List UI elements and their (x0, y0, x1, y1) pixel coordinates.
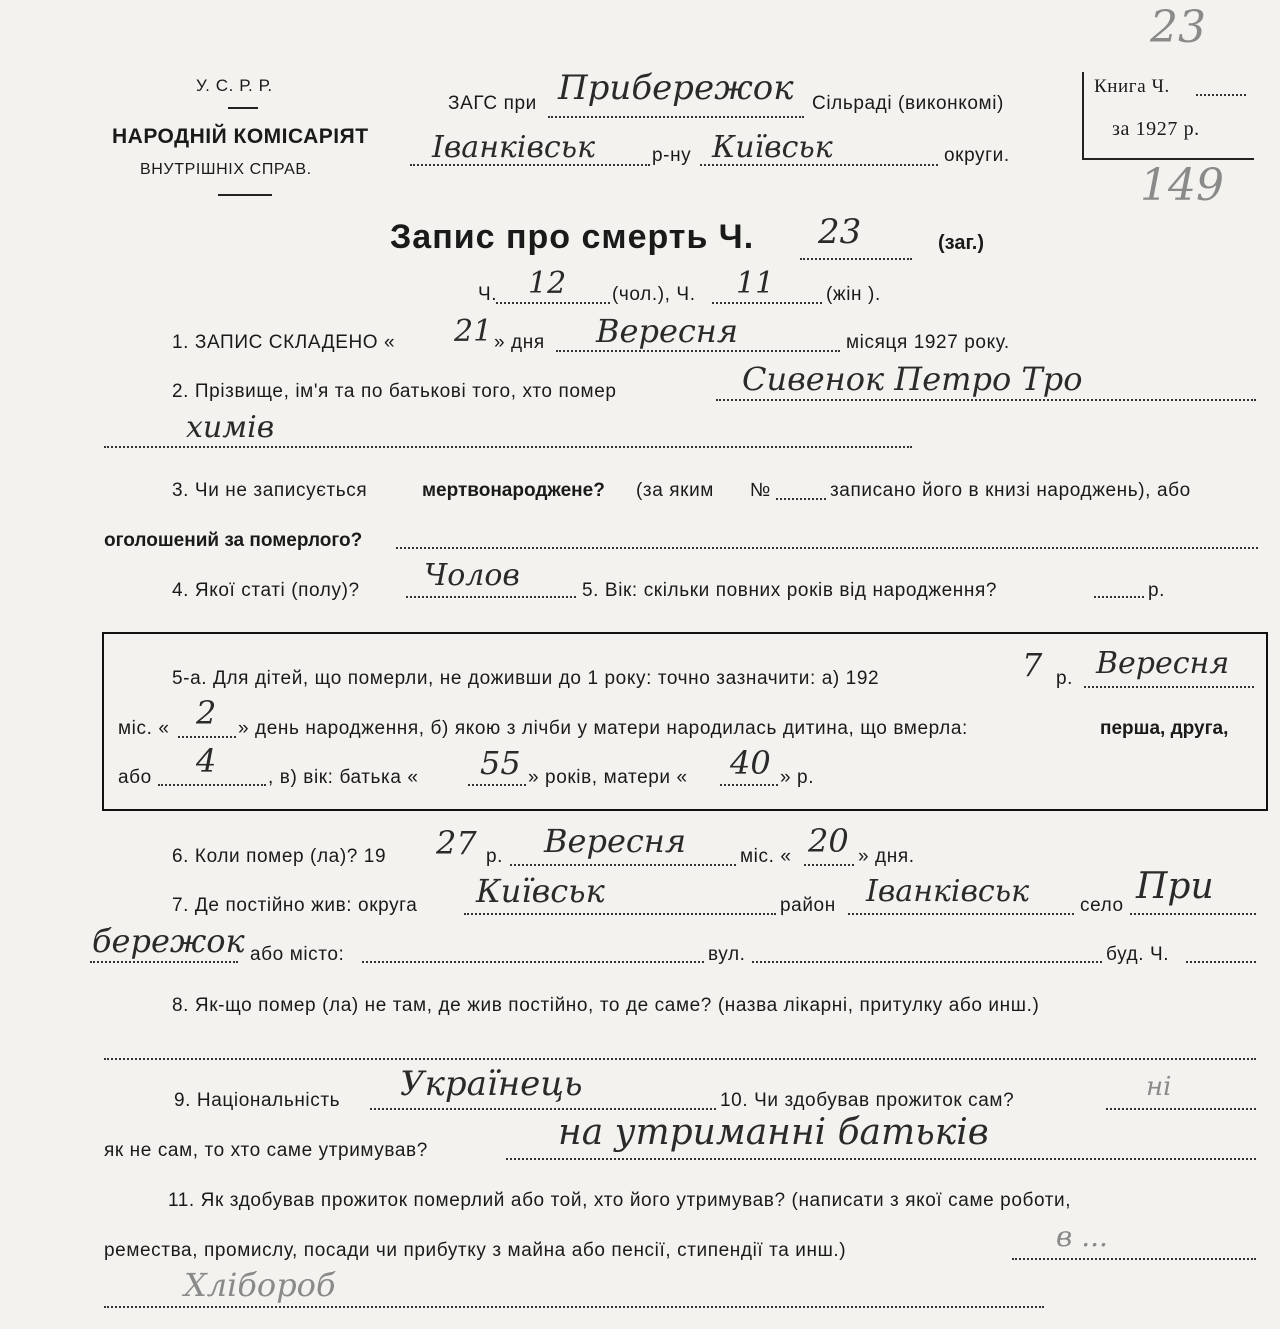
item5-label: 5. Вік: скільки повних років від народження? (582, 580, 998, 601)
female-count-label: (чол.), Ч. (612, 284, 696, 305)
keeper-label: як не сам, то хто саме утримував? (104, 1140, 428, 1161)
bud-field-label: буд. Ч. (1106, 944, 1170, 965)
nationality-value: Українець (400, 1064, 583, 1104)
item5a-day-value: 2 (196, 694, 217, 732)
zags-okrug-value: Київськ (712, 130, 833, 165)
father-age-value: 55 (480, 744, 521, 782)
residence-raion-value: Іванківськ (866, 874, 1029, 909)
item6-r-label: р. (486, 846, 504, 867)
item3-label: 3. Чи не записується (172, 480, 368, 501)
record-title: Запис про смерть Ч. (390, 218, 755, 256)
male-count-label: Ч. (478, 284, 498, 305)
record-title-suffix: (заг.) (938, 232, 985, 254)
zags-raion-value: Іванківськ (432, 130, 595, 165)
book-label: Книга Ч. (1094, 76, 1170, 97)
female-suffix: (жін ). (826, 284, 881, 305)
item3-no-sign: № (750, 480, 771, 501)
age-suffix: р. (1148, 580, 1166, 601)
item9-label: 9. Національність (174, 1090, 341, 1111)
item3-text-b: (за яким (636, 480, 714, 501)
death-month-value: Вересня (544, 822, 687, 860)
record-number-mark: 149 (1140, 160, 1224, 211)
item6-label: 6. Коли помер (ла)? 19 (172, 846, 387, 867)
item5a-line3c: » р. (780, 767, 815, 788)
item1-day-value: 21 (454, 314, 493, 349)
item5a-month-value: Вересня (1096, 646, 1230, 681)
stillborn-label: мертвонароджене? (422, 480, 605, 501)
book-year: за 1927 р. (1112, 118, 1200, 140)
item11-line1: 11. Як здобував прожиток померлий або той, хто його утримував? (написати з якої саме роботи, (168, 1190, 1072, 1211)
item1-label: 1. ЗАПИС СКЛАДЕНО « (172, 332, 396, 353)
mother-age-value: 40 (730, 744, 771, 782)
residence-okrug-value: Київськ (476, 872, 605, 910)
item7-label: 7. Де постійно жив: округа (172, 895, 418, 916)
item5a-line1: 5-а. Для дітей, що померли, не доживши до 1 року: точно зазначити: а) 192 (172, 668, 880, 689)
item5a-line3a: , в) вік: батька « (268, 767, 419, 788)
record-number-value: 23 (818, 212, 862, 252)
residence-selo-continued: бережок (92, 922, 245, 960)
item5a-abo: або (118, 767, 152, 788)
item10-label: 10. Чи здобував прожиток сам? (720, 1090, 1015, 1111)
male-count-value: 12 (528, 266, 567, 301)
item5a-mis-label: міс. « (118, 718, 170, 739)
item1-month-value: Вересня (596, 312, 739, 350)
death-day-value: 20 (808, 822, 849, 860)
birth-order-options: перша, друга, (1100, 718, 1229, 739)
commissariat-title: НАРОДНІЙ КОМІСАРІЯТ (112, 125, 369, 148)
birth-order-value: 4 (196, 742, 217, 780)
item6-day-label: » дня. (858, 846, 915, 867)
occupation-value: в ... (1056, 1220, 1108, 1253)
item5a-line3b: » років, матери « (528, 767, 688, 788)
item4-label: 4. Якої статі (полу)? (172, 580, 360, 601)
female-count-value: 11 (736, 266, 775, 301)
keeper-value: на утриманні батьків (558, 1112, 989, 1153)
item1-day-label: » дня (494, 332, 545, 353)
item8-label: 8. Як-що помер (ла) не там, де жив постійно, то де саме? (назва лікарні, притулку або инш.) (172, 995, 1040, 1016)
raion-label: р-ну (652, 145, 692, 166)
item11-line2: ремества, промислу, посади чи прибутку з майна або пенсії, стипендії та инш.) (104, 1240, 847, 1261)
ussr-label: У. С. Р. Р. (196, 76, 273, 95)
item2-label: 2. Прізвище, ім'я та по батькові того, хто помер (172, 381, 617, 402)
item5a-year-value: 7 (1022, 646, 1043, 684)
misto-field-label: або місто: (250, 944, 345, 965)
item6-mis-label: міс. « (740, 846, 792, 867)
item5a-r-label: р. (1056, 668, 1074, 689)
death-year-value: 27 (436, 824, 477, 862)
sex-value: Чолов (424, 558, 520, 593)
page-number-mark: 23 (1150, 2, 1206, 53)
item3-text-c: записано його в книзі народжень), або (830, 480, 1191, 501)
deceased-name-continued: химів (186, 410, 275, 445)
declared-dead-label: оголошений за померлого? (104, 530, 363, 551)
deceased-name-value: Сивенок Петро Тро (742, 360, 1083, 398)
vul-field-label: вул. (708, 944, 746, 965)
self-support-value: ні (1146, 1072, 1172, 1102)
okrug-label: округи. (944, 145, 1010, 166)
item5a-line2: » день народження, б) якою з лічби у матери народилась дитина, що вмерла: (238, 718, 968, 739)
selo-field-label: село (1080, 895, 1124, 916)
zags-prefix: ЗАГС при (448, 93, 537, 114)
item1-month-label: місяця 1927 року. (846, 332, 1010, 353)
zags-village-value: Прибережок (558, 68, 794, 108)
council-label: Сільраді (виконкомі) (812, 93, 1004, 114)
residence-selo-value: При (1136, 866, 1214, 907)
internal-affairs-label: ВНУТРІШНІХ СПРАВ. (140, 161, 312, 178)
occupation-continued: Хлібороб (184, 1266, 336, 1304)
raion-field-label: район (780, 895, 836, 916)
